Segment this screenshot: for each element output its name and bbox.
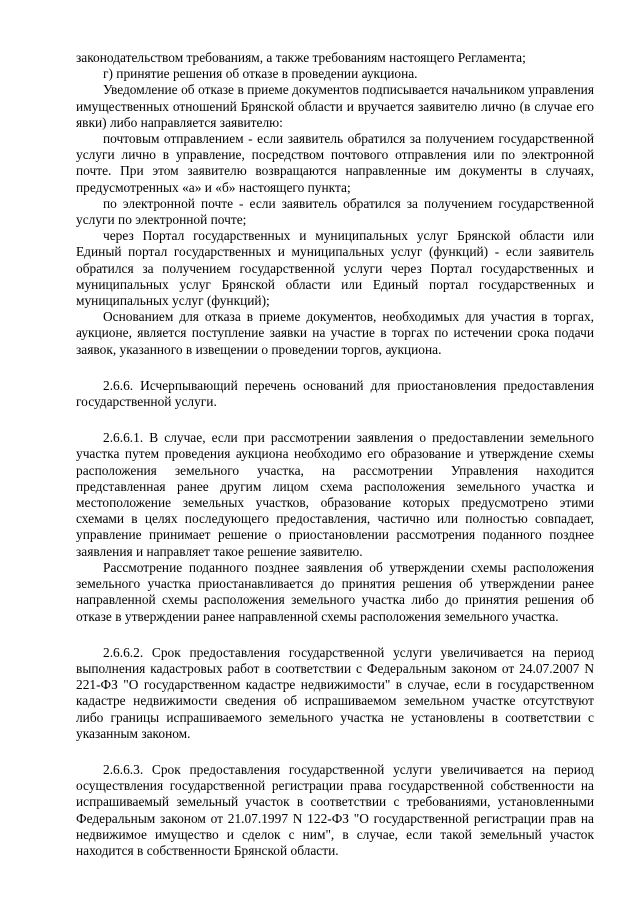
paragraph: 2.6.6.2. Срок предоставления государственной услуги увеличивается на период выполнения кадастровых работ в соответствии с Федеральным законом от 24.07.2007 N 221-ФЗ "О государственном кадастре недвижимости" в случае, если в государственном кадастре недвижимости сведения об испрашиваемом земельном участке отсутствуют либо границы испрашиваемого земельного участка не установлены в соответствии с указанным законом. <box>76 644 594 741</box>
paragraph: через Портал государственных и муниципальных услуг Брянской области или Единый портал государственных и муниципальных услуг (функций) - если заявитель обратился за получением государственной услуги через Портал государственных и муниципальных услуг Брянской области или Единый портал государственных и муниципальных услуг (функций); <box>76 228 594 309</box>
document-page <box>76 50 594 859</box>
paragraph: Основанием для отказа в приеме документов, необходимых для участия в торгах, аукционе, является поступление заявки на участие в торгах по истечении срока подачи заявок, указанного в извещении о проведении торгов, аукциона. <box>76 309 594 357</box>
paragraph: почтовым отправлением - если заявитель обратился за получением государственной услуги лично в управление, посредством почтового отправления или по электронной почте. При этом заявителю возвращаются направленные им документы в случаях, предусмотренных «а» и «б» настоящего пункта; <box>76 131 594 195</box>
paragraph: законодательством требованиям, а также требованиям настоящего Регламента; <box>76 50 526 65</box>
paragraph: Уведомление об отказе в приеме документов подписывается начальником управления имущественных отношений Брянской области и вручается заявителю лично (в случае его явки) либо направляется заявителю: <box>76 82 594 130</box>
paragraph: 2.6.6.1. В случае, если при рассмотрении заявления о предоставлении земельного участка путем проведения аукциона необходимо его образование и утверждение схемы расположения земельного участка, на рассмотрении Управления находится представленная ранее другим лицом схема расположения земельного участка и местоположение земельных участков, образование которых предусмотрено этими схемами в целях последующего предоставления, частично или полностью совпадает, управление принимает решение о приостановлении рассмотрения поданного позднее заявления и направляет такое решение заявителю. <box>76 430 594 559</box>
paragraph: 2.6.6.3. Срок предоставления государственной услуги увеличивается на период осуществления государственной регистрации права государственной собственности на испрашиваемый земельный участок в соответствии с требованиями, установленными Федеральным законом от 21.07.1997 N 122-ФЗ "О государственной регистрации прав на недвижимое имущество и сделок с ним", в случае, если такой земельный участок находится в собственности Брянской области. <box>76 761 594 858</box>
section-heading: 2.6.6. Исчерпывающий перечень оснований для приостановления предоставления государственной услуги. <box>76 377 594 410</box>
paragraph: Рассмотрение поданного позднее заявления об утверждении схемы расположения земельного участка приостанавливается до принятия решения об утверждении ранее направленной схемы расположения земельного участка либо до принятия решения об отказе в утверждении ранее направленной схемы расположения земельного участка. <box>76 559 594 624</box>
paragraph: по электронной почте - если заявитель обратился за получением государственной услуги по электронной почте; <box>76 195 594 228</box>
paragraph: г) принятие решения об отказе в проведении аукциона. <box>103 66 418 82</box>
